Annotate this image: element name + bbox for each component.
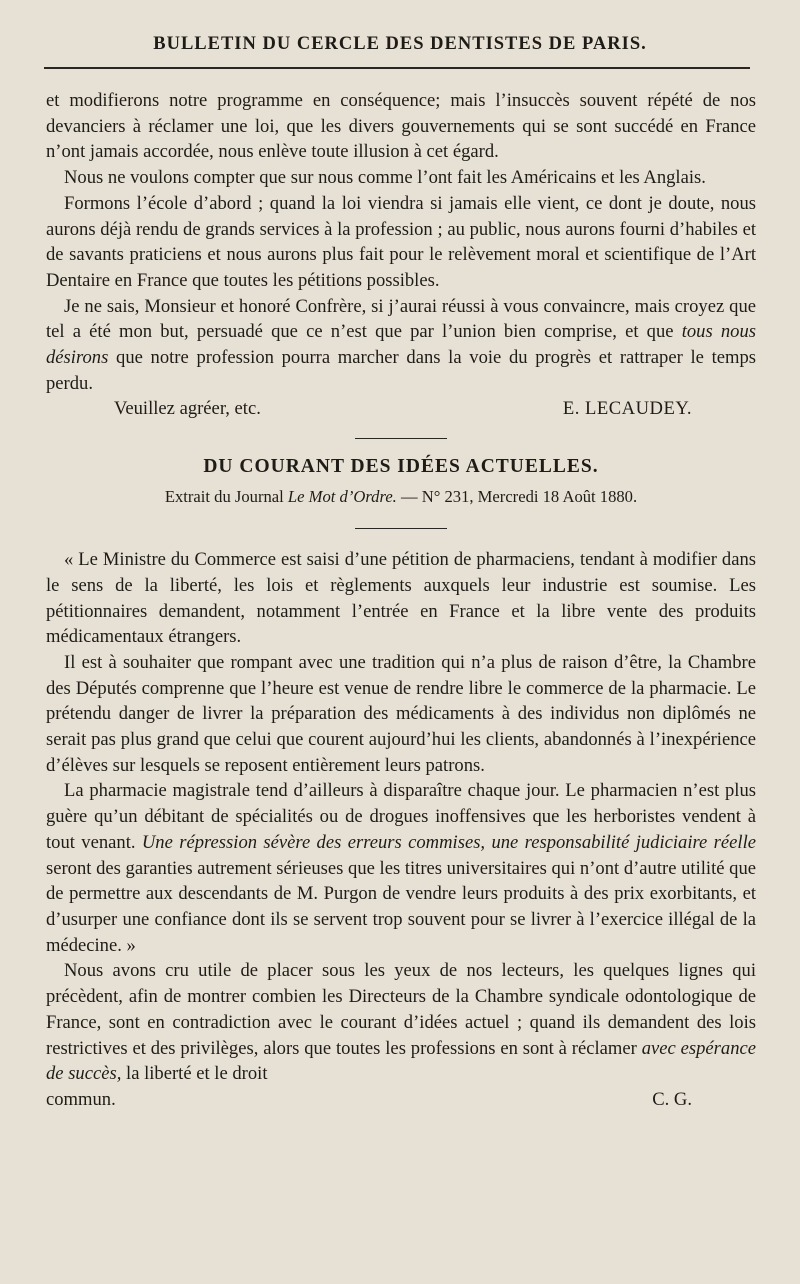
article-paragraph-3 bbox=[46, 778, 756, 958]
section-divider-2 bbox=[355, 528, 447, 529]
article-p3-text-b: seront des garanties autrement sérieuses que les titres universitaires qui n’ont d’autre utilité que de permettre aux descendants de M. Purgon de vendre leurs produits à des prix exorbitants, et d’usurper une confiance dont ils se servent trop souvent pour se livrer à l’exercice illégal de la médecine. » bbox=[46, 857, 756, 956]
letter-signoff bbox=[46, 396, 756, 422]
section-title: DU COURANT DES IDÉES ACTUELLES. bbox=[203, 456, 599, 478]
header-rule bbox=[44, 67, 750, 69]
letter-paragraph-4 bbox=[46, 294, 756, 397]
article-paragraph-2: Il est à souhaiter que rompant avec une tradition qui n’a plus de raison d’être, la Chambre des Députés comprenne que l’heure est venue de rendre libre le commerce de la pharmacie. Le prétendu danger de livrer la préparation des médicaments à des individus non diplômés ne serait pas plus grand que celui que courent aujourd’hui les clients, abandonnés à l’inexpérience d’élèves sur lesquels se reposent entièrement leurs patrons. bbox=[46, 651, 756, 776]
article-p3-italic: Une répression sévère des erreurs commises, une responsabilité judiciaire réelle bbox=[141, 831, 756, 853]
running-title: BULLETIN DU CERCLE DES DENTISTES DE PARIS. bbox=[153, 34, 647, 54]
source-prefix: Extrait du Journal bbox=[164, 487, 288, 507]
source-issue: — N° 231, Mercredi 18 Août 1880. bbox=[396, 487, 638, 507]
article-signoff bbox=[46, 1087, 756, 1113]
letter-p4-text-b: que notre profession pourra marcher dans la voie du progrès et rattraper le temps perdu. bbox=[46, 347, 756, 394]
letter-p4-text-a: Je ne sais, Monsieur et honoré Confrère, si j’aurai réussi à vous convaincre, mais croyez que tel a été mon but, persuadé que ce n’est que par l’union bien comprise, et que bbox=[46, 295, 756, 343]
letter-paragraph-1: et modifierons notre programme en conséquence; mais l’insuccès souvent répété de nos devanciers à réclamer une loi, que les divers gouvernements qui se sont succédé en France n’ont jamais accordée, nous enlève toute illusion à cet égard. bbox=[46, 90, 756, 163]
article-paragraph-4 bbox=[46, 958, 756, 1087]
letter-paragraph-2: Nous ne voulons compter que sur nous comme l’ont fait les Américains et les Anglais. bbox=[64, 167, 706, 189]
closing-formula: Veuillez agréer, etc. bbox=[114, 398, 261, 420]
article-signature: C. G. bbox=[652, 1088, 692, 1110]
article-p4-text-a: Nous avons cru utile de placer sous les yeux de nos lecteurs, les quelques lignes qui précèdent, afin de montrer combien les Directeurs de la Chambre syndicale odontologique de France, sont en contradiction avec le courant d’idées actuel ; quand ils demandent des lois restrictives et des privilèges, alors que toutes les professions en sont à réclamer bbox=[46, 960, 756, 1059]
article-p4-italic: avec espérance de succès, bbox=[46, 1037, 757, 1085]
last-word: commun. bbox=[46, 1088, 116, 1110]
source-journal: Le Mot d’Ordre. bbox=[287, 487, 397, 507]
article-paragraph-1: « Le Ministre du Commerce est saisi d’une pétition de pharmaciens, tendant à modifier dans le sens de la liberté, les lois et règlements auxquels leur industrie est soumise. Les pétitionnaires demandent, notamment l’entrée en France et la libre vente des produits médicamentaux étrangers. bbox=[46, 549, 756, 648]
letter-paragraph-3: Formons l’école d’abord ; quand la loi viendra si jamais elle vient, ce dont je doute, nous aurons déjà rendu de grands services à la profession ; au public, nous aurons fourni d’habiles et de savants praticiens et nous aurons plus fait pour le relèvement moral et scientifique de l’Art Dentaire en France que toutes les pétitions possibles. bbox=[46, 192, 756, 291]
page-body bbox=[46, 88, 756, 1113]
letter-p4-italic: tous nous désirons bbox=[46, 321, 756, 369]
source-line bbox=[46, 486, 756, 508]
article-p3-text-a: La pharmacie magistrale tend d’ailleurs à disparaître chaque jour. Le pharmacien n’est plus guère qu’un débitant de spécialités ou de drogues inoffensives que les herboristes vendent à tout venant. bbox=[46, 780, 756, 853]
letter-author: E. LECAUDEY. bbox=[562, 398, 692, 420]
section-divider bbox=[355, 438, 447, 439]
article-p4-text-b: la liberté et le droit bbox=[121, 1063, 268, 1085]
